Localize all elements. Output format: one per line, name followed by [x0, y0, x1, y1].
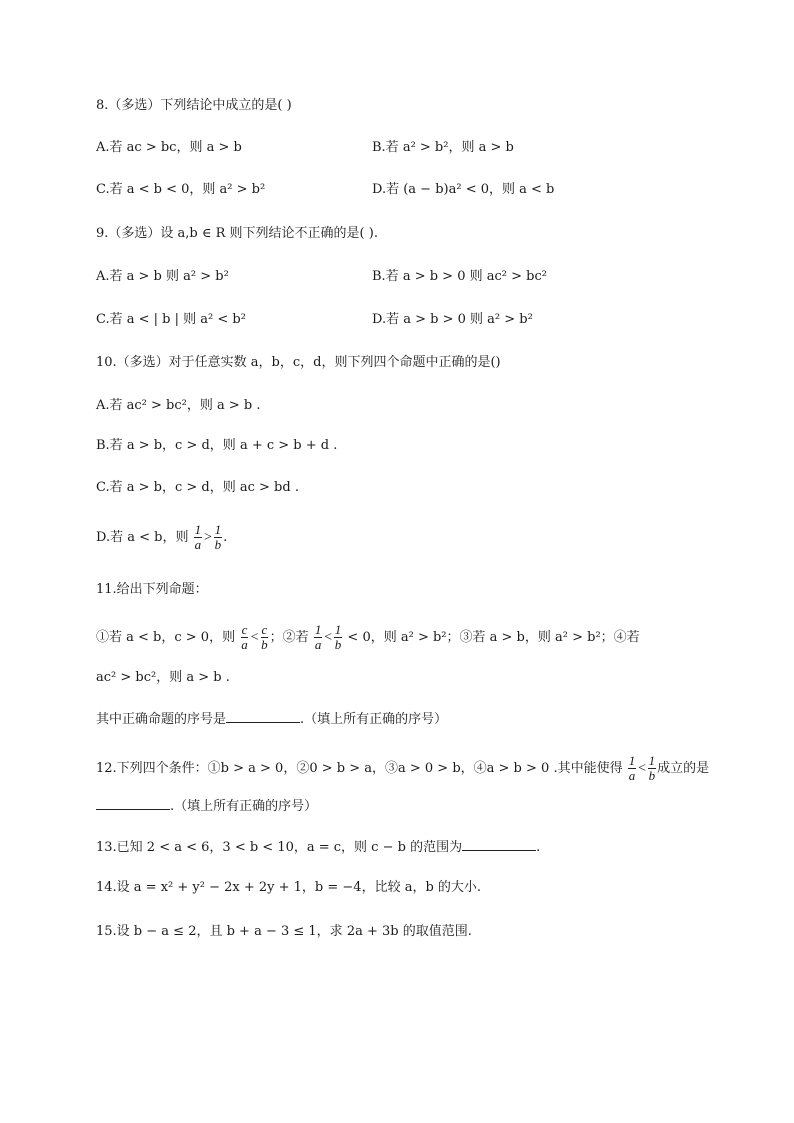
q10-option-a: A.若 ac² > bc²，则 a > b .: [96, 398, 261, 413]
q8-stem: 8.（多选）下列结论中成立的是( ): [96, 98, 292, 113]
fraction: $\frac{1}{a}$: [314, 622, 322, 652]
q14-text: 14.设 a = x² + y² − 2x + 2y + 1，b = −4，比较 a，b 的大小.: [96, 880, 482, 895]
answer-blank[interactable]: [226, 708, 300, 723]
answer-blank[interactable]: [96, 795, 170, 810]
q8-option-a: A.若 ac > bc，则 a > b: [96, 140, 242, 155]
q9-option-d: D.若 a > b > 0 则 a² > b²: [372, 312, 533, 327]
q10-option-b: B.若 a > b，c > d，则 a + c > b + d .: [96, 438, 338, 453]
q11-stem: 11.给出下列命题：: [96, 582, 208, 597]
q13-text: 13.已知 2 < a < 6，3 < b < 10，a = c，则 c − b 的范围为 .: [96, 836, 540, 858]
answer-blank[interactable]: [462, 836, 536, 851]
q11-line2: ac² > bc²，则 a > b .: [96, 670, 230, 685]
fraction: $\frac{1}{b}$: [648, 753, 656, 783]
q9-option-b: B.若 a > b > 0 则 ac² > bc²: [372, 269, 547, 284]
q10-option-c: C.若 a > b，c > d，则 ac > bd .: [96, 480, 299, 495]
q10-option-d-prefix: D.若 a < b，则: [96, 530, 189, 545]
q15-text: 15.设 b − a ≤ 2，且 b + a − 3 ≤ 1，求 2a + 3b 的取值范围.: [96, 924, 472, 939]
q11-propositions: ①若 a < b，c > 0，则 $\frac{c}{a}$ < $\frac{c}{b}$ ；②若 $\frac{1}{a}$ < $\frac{1}{b}$ < 0，则 a² > b²；③若 a > b，则 a² > b²；④若: [96, 622, 640, 652]
q10-stem: 10.（多选）对于任意实数 a，b，c，d，则下列四个命题中正确的是(): [96, 355, 501, 370]
fraction: $\frac{1}{a}$: [628, 753, 636, 783]
fraction: $\frac{1}{a}$: [194, 522, 202, 552]
q10-option-d: D.若 a < b，则 $\frac{1}{a}$ > $\frac{1}{b}$ .: [96, 522, 228, 552]
q12-answer-line: .（填上所有正确的序号）: [96, 795, 317, 817]
q8-option-d: D.若 (a − b)a² < 0，则 a < b: [372, 182, 555, 197]
q9-stem: 9.（多选）设 a,b ∈ R 则下列结论不正确的是( ).: [96, 226, 378, 241]
q9-option-c: C.若 a < | b | 则 a² < b²: [96, 312, 246, 327]
fraction: $\frac{1}{b}$: [334, 622, 342, 652]
q12-stem: 12.下列四个条件：①b > a > 0，②0 > b > a，③a > 0 > b，④a > b > 0 .其中能使得 $\frac{1}{a}$ < $\frac{1}{b}$ 成立的是: [96, 753, 710, 783]
fraction: $\frac{c}{b}$: [261, 622, 268, 652]
fraction: $\frac{1}{b}$: [214, 522, 222, 552]
q11-answer-line: 其中正确命题的序号是 .（填上所有正确的序号）: [96, 708, 447, 730]
q8-option-c: C.若 a < b < 0，则 a² > b²: [96, 182, 266, 197]
q8-option-b: B.若 a² > b²，则 a > b: [372, 140, 514, 155]
q9-option-a: A.若 a > b 则 a² > b²: [96, 269, 229, 284]
fraction: $\frac{c}{a}$: [241, 622, 248, 652]
